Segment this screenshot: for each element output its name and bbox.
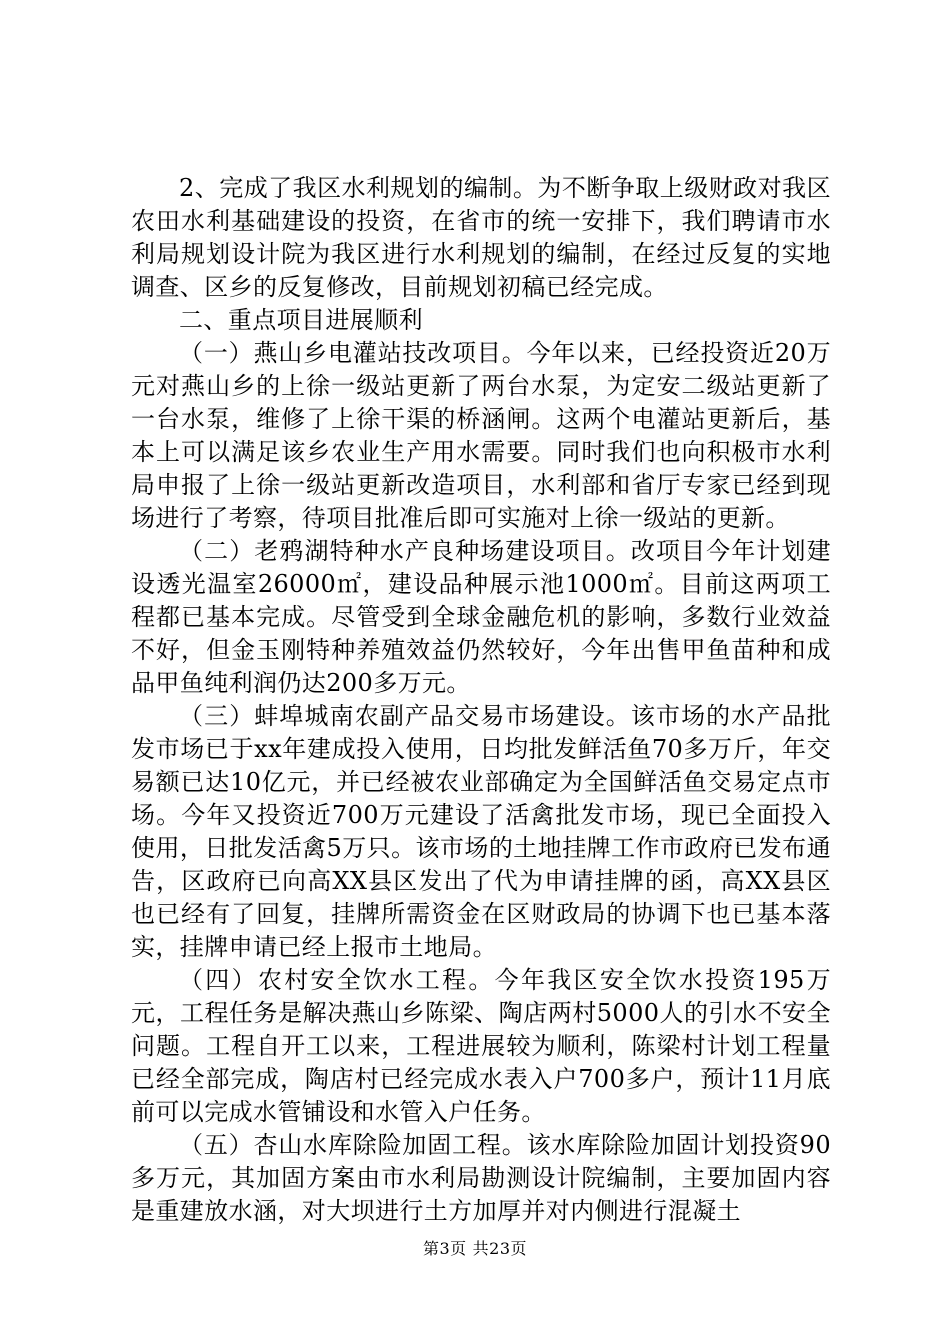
paragraph-project-4: （四）农村安全饮水工程。今年我区安全饮水投资195万元，工程任务是解决燕山乡陈梁、陶店两村5000人的引水不安全问题。工程自开工以来，工程进展较为顺利，陈梁村计划工程量已经全部完成，陶店村已经完成水表入户700多户，预计11月底前可以完成水管铺设和水管入户任务。 bbox=[131, 966, 831, 1126]
total-pages: 共23页 bbox=[472, 1239, 528, 1258]
document-body bbox=[131, 172, 831, 1228]
paragraph-project-5: （五）杏山水库除险加固工程。该水库除险加固计划投资90多万元，其加固方案由市水利局勘测设计院编制，主要加固内容是重建放水涵，对大坝进行土方加厚并对内侧进行混凝土 bbox=[131, 1131, 831, 1225]
page-footer bbox=[0, 1238, 950, 1260]
paragraph-project-3: （三）蚌埠城南农副产品交易市场建设。该市场的水产品批发市场已于xx年建成投入使用，日均批发鲜活鱼70多万斤，年交易额已达10亿元，并已经被农业部确定为全国鲜活鱼交易定点市场。今年又投资近700万元建设了活禽批发市场，现已全面投入使用，日批发活禽5万只。该市场的土地挂牌工作市政府已发布通告，区政府已向高XX县区发出了代为申请挂牌的函，高XX县区也已经有了回复，挂牌所需资金在区财政局的协调下也已基本落实，挂牌申请已经上报市土地局。 bbox=[131, 702, 831, 961]
paragraph-project-1: （一）燕山乡电灌站技改项目。今年以来，已经投资近20万元对燕山乡的上徐一级站更新了两台水泵，为定安二级站更新了一台水泵，维修了上徐干渠的桥涵闸。这两个电灌站更新后，基本上可以满足该乡农业生产用水需要。同时我们也向积极市水利局申报了上徐一级站更新改造项目，水利部和省厅专家已经到现场进行了考察，待项目批准后即可实施对上徐一级站的更新。 bbox=[131, 339, 831, 532]
page-number: 第3页 bbox=[422, 1239, 467, 1258]
paragraph-project-2: （二）老鸦湖特种水产良种场建设项目。改项目今年计划建设透光温室26000㎡，建设品种展示池1000㎡。目前这两项工程都已基本完成。尽管受到全球金融危机的影响，多数行业效益不好，但金玉刚特种养殖效益仍然较好，今年出售甲鱼苗种和成品甲鱼纯利润仍达200多万元。 bbox=[131, 537, 831, 697]
paragraph-planning: 2、完成了我区水利规划的编制。为不断争取上级财政对我区农田水利基础建设的投资，在省市的统一安排下，我们聘请市水利局规划设计院为我区进行水利规划的编制，在经过反复的实地调查、区乡的反复修改，目前规划初稿已经完成。 bbox=[131, 174, 831, 301]
section-heading-key-projects: 二、重点项目进展顺利 bbox=[179, 306, 423, 334]
